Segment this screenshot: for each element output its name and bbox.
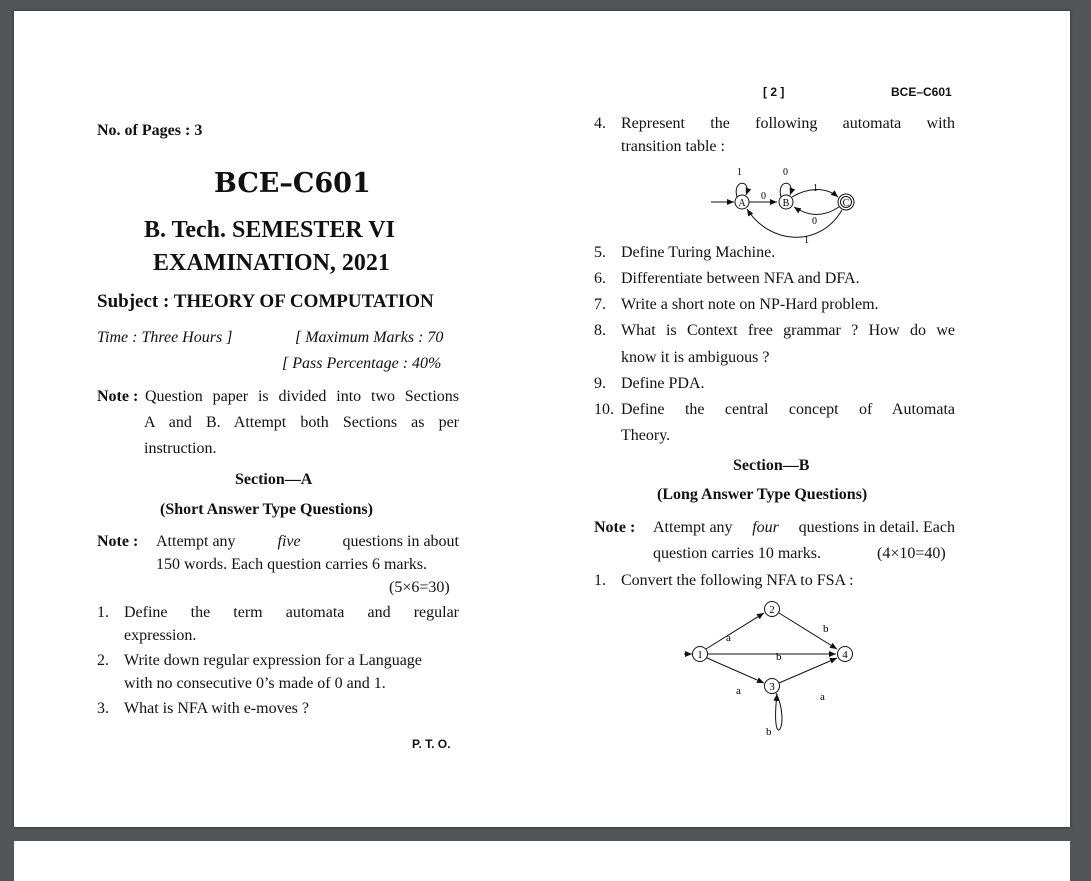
pto: P. T. O. <box>412 737 451 751</box>
state-label: 2 <box>769 604 775 616</box>
question-text: know it is ambiguous ? <box>621 349 770 366</box>
question-text: expression. <box>124 627 197 644</box>
next-page-edge <box>14 841 1070 881</box>
question-number: 2. <box>97 652 109 669</box>
question-text: What is NFA with e-moves ? <box>124 700 310 717</box>
note-line: Question paper is divided into two Sections <box>145 388 459 405</box>
question-text: with no consecutive 0’s made of 0 and 1. <box>124 675 386 692</box>
note-text: questions in detail. Each <box>798 519 955 536</box>
state-label: A <box>738 198 746 209</box>
note-b-line2: question carries 10 marks. <box>653 545 821 562</box>
section-b-heading: Section—B <box>733 457 810 474</box>
question-text: What is Context free grammar ? How do we <box>621 322 955 339</box>
question-number: 1. <box>97 604 109 621</box>
question-number: 9. <box>594 375 606 392</box>
question-text: Theory. <box>621 427 671 444</box>
loop-3 <box>776 693 782 730</box>
question-text: Write a short note on NP-Hard problem. <box>621 296 879 313</box>
question-text: Define the central concept of Automata <box>621 401 955 418</box>
time: Time : Three Hours ] <box>97 329 233 346</box>
state-label: 3 <box>769 681 775 693</box>
exam-page <box>14 11 1070 827</box>
edge-label: 0 <box>761 191 766 202</box>
note-text: Attempt any <box>653 519 733 536</box>
pass-percentage: [ Pass Percentage : 40% <box>282 355 442 372</box>
question-number: 3. <box>97 700 109 717</box>
exam-title-line2: EXAMINATION, 2021 <box>153 250 390 276</box>
subject: Subject : THEORY OF COMPUTATION <box>97 291 434 312</box>
note-line: A and B. Attempt both Sections as per <box>144 414 459 431</box>
question-number: 1. <box>594 572 606 589</box>
note-line: instruction. <box>144 440 217 457</box>
page-number: [ 2 ] <box>763 85 785 99</box>
question-number: 10. <box>594 401 614 418</box>
question-number: 6. <box>594 270 606 287</box>
edge-label: b <box>776 651 782 663</box>
note-text: questions in about <box>342 533 459 550</box>
nfa-diagram <box>674 596 864 738</box>
note-a-label: Note : <box>97 533 139 550</box>
edge-label: b <box>823 623 829 635</box>
edge-label: 1 <box>804 235 809 246</box>
edge-label: 0 <box>783 167 788 178</box>
note-label: Note : <box>97 388 139 405</box>
state-label: 1 <box>697 649 703 661</box>
section-a-heading: Section—A <box>235 471 313 488</box>
edge-c-b <box>794 207 839 215</box>
edge-label: 1 <box>813 183 818 194</box>
edge-label: a <box>726 632 731 644</box>
edge-3-4 <box>779 658 837 683</box>
note-a-line2: 150 words. Each question carries 6 marks. <box>156 556 428 573</box>
question-number: 4. <box>594 115 606 132</box>
maximum-marks: [ Maximum Marks : 70 <box>295 329 444 346</box>
note-a-line1 <box>156 533 459 551</box>
note-a-marks: (5×6=30) <box>389 579 450 596</box>
question-text: Convert the following NFA to FSA : <box>621 572 854 589</box>
question-text: Define PDA. <box>621 375 705 392</box>
question-text: Represent the following automata with <box>621 115 955 132</box>
question-text: Define the term automata and regular <box>124 604 459 621</box>
note-emphasis: four <box>752 519 779 536</box>
section-a-subheading: (Short Answer Type Questions) <box>160 501 373 518</box>
note-emphasis: five <box>277 533 301 550</box>
state-label: B <box>782 198 790 209</box>
automaton-diagram <box>704 149 864 249</box>
question-text: Differentiate between NFA and DFA. <box>621 270 860 287</box>
edge-label: 0 <box>812 216 817 227</box>
number-of-pages: No. of Pages : 3 <box>97 122 203 139</box>
note-b-line1 <box>653 519 955 537</box>
edge-label: a <box>736 685 741 697</box>
edge-label: a <box>820 691 825 703</box>
note-b-label: Note : <box>594 519 636 536</box>
header-course-code: BCE–C601 <box>891 85 952 99</box>
state-label: C <box>842 198 850 209</box>
edge-label: b <box>766 726 772 738</box>
edge-1-3 <box>707 658 764 683</box>
note-text: Attempt any <box>156 533 236 550</box>
edge-1-2 <box>706 613 764 649</box>
question-text: Write down regular expression for a Language <box>124 652 422 669</box>
question-number: 7. <box>594 296 606 313</box>
question-text: transition table : <box>621 138 725 155</box>
edge-c-a <box>747 209 842 237</box>
edge-label: 1 <box>737 167 742 178</box>
note-b-marks: (4×10=40) <box>877 545 946 562</box>
question-number: 5. <box>594 244 606 261</box>
section-b-subheading: (Long Answer Type Questions) <box>657 486 868 503</box>
exam-title-line1: B. Tech. SEMESTER VI <box>144 217 395 243</box>
question-number: 8. <box>594 322 606 339</box>
state-label: 4 <box>842 649 848 661</box>
course-code: BCE–C601 <box>214 168 371 199</box>
question-text: Define Turing Machine. <box>621 244 776 261</box>
